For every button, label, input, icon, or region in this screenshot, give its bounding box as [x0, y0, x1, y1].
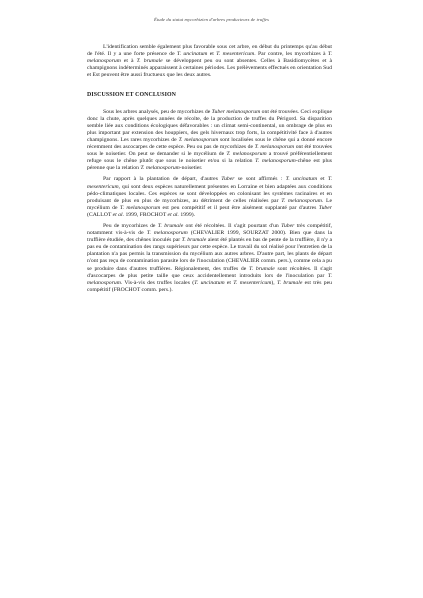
- italic-term: T. melanosporum: [226, 151, 267, 158]
- italic-term: T. mesentericum: [87, 176, 332, 190]
- italic-term: Tuber: [281, 222, 295, 229]
- italic-term: T. melanosporum: [281, 197, 322, 204]
- italic-term: T. melanosporum: [87, 51, 333, 65]
- italic-term: T. melanosporum: [255, 158, 296, 165]
- italic-term: T. brumale: [157, 222, 184, 229]
- italic-term: T. uncinatum: [285, 176, 318, 183]
- discussion-paragraph-1: Sous les arbres analysés, peu de mycorhizes de Tuber melanosporum ont été trouvées. Ceci explique donc la chute, après quelques années de récolte, de la production de truffes du Périgord. Sa disparition semble liée aux conditions écologiques défavorables : un climat semi-continental, un ombrage de plus en plus important par extension des houppiers, des gels hivernaux trop forts, la compétitivité face à d'autres champignons. Les rares mycorhizes de T. melanosporum sont localisées sous le chêne qui a donné encore récemment des ascocarpes de cette espèce. Peu ou pas de mycorhizes de T. melanosporum ont été trouvées sous le noisetier. On peut se demander si le mycélium de T. melanosporum a trouvé préférentiellement refuge sous le chêne plutôt que sous le noisetier et/ou si la relation T. melanosporum-chêne est plus pérenne que la relation T. melanosporum-noisetier.: [87, 108, 332, 172]
- italic-term: T. mesentericum: [216, 51, 255, 58]
- italic-term: T. melanosporum: [119, 204, 161, 211]
- italic-term: T. uncinatum: [176, 51, 208, 58]
- italic-term: T. melanosporum: [146, 230, 188, 237]
- italic-term: T. melanosporum: [87, 272, 332, 286]
- italic-term: T. melanosporum: [178, 136, 219, 143]
- discussion-paragraph-2: Par rapport à la plantation de départ, d'autres Tuber se sont affirmés : T. uncinatum et T. mesentericum, qui sont deux espèces naturellement présentes en Lorraine et bien adaptées aux conditions pédo-climatiques locales. Ces espèces se sont développées en colonisant les systèmes racinaires et en produisant de plus en plus de mycorhizes, au détriment de celles réalisées par T. melanosporum. Le mycélium de T. melanosporum est peu compétitif et il peut être aisément supplanté par d'autres Tuber (CALLOT et al. 1999, FROCHOT et al. 1999).: [87, 176, 332, 218]
- italic-term: et al.: [112, 211, 125, 218]
- italic-term: Tuber melanosporum: [211, 108, 261, 115]
- section-heading: DISCUSSION ET CONCLUSION: [87, 92, 177, 99]
- italic-term: Tuber: [318, 204, 332, 211]
- italic-term: T. uncinatum: [194, 279, 225, 286]
- italic-term: T. melanosporum: [140, 165, 180, 172]
- italic-term: T. mesentericum: [233, 279, 272, 286]
- discussion-paragraph-3: Peu de mycorhizes de T. brumale ont été récoltées. Il s'agit pourtant d'un Tuber très compétitif, notamment vis-à-vis de T. melanosporum (CHEVALIER 1999, SOURZAT 2000). Bien que dans la truffière étudiée, des chênes inoculés par T. brumale aient été plantés en bas de pente de la truffière, il n'y a pas eu de contamination des rangs supérieurs par cette espèce. Le travail du sol réalisé pour l'entretien de la plantation n'a pas permis la transmission du mycélium aux autres arbres. D'autre part, les plants de départ n'ont pas reçu de contamination parasite lors de l'inoculation (CHEVALIER comm. pers.), comme cela a pu se produire dans d'autres truffières. Régionalement, des truffes de T. brumale sont récoltées. Il s'agit d'ascocarpes de plus petite taille que ceux accidentellement introduits lors de l'inoculation par T. melanosporum. Vis-à-vis des truffes locales (T. uncinatum et T. mesentericum), T. brumale est très peu compétitif (FROCHOT comm. pers.).: [87, 222, 333, 293]
- italic-term: et al.: [167, 211, 179, 218]
- italic-term: T. brumale: [136, 58, 163, 65]
- italic-term: T. melanosporum: [254, 144, 295, 151]
- italic-term: Tuber: [221, 176, 235, 183]
- intro-paragraph: L'identification semble également plus favorable sous cet arbre, en début du printemps qu'au début de l'été. Il y a une forte présence de T. uncinatum et T. mesentericum. Par contre, les mycorhizes à T. melanosporum et à T. brumale se développent peu ou sont absentes. Celles à Basidiomycètes et à champignons indéterminés apparaissent à certaines périodes. Les prélèvements effectués en orientation Sud et Est peuvent être aussi fructueux que les deux autres.: [87, 44, 333, 79]
- body-text: [87, 44, 332, 294]
- italic-term: T. brumale: [181, 237, 207, 244]
- running-head: Étude du statut mycorhizien d'arbres producteurs de truffes: [153, 17, 270, 22]
- italic-term: T. brumale: [276, 279, 303, 286]
- italic-term: T. brumale: [248, 265, 275, 272]
